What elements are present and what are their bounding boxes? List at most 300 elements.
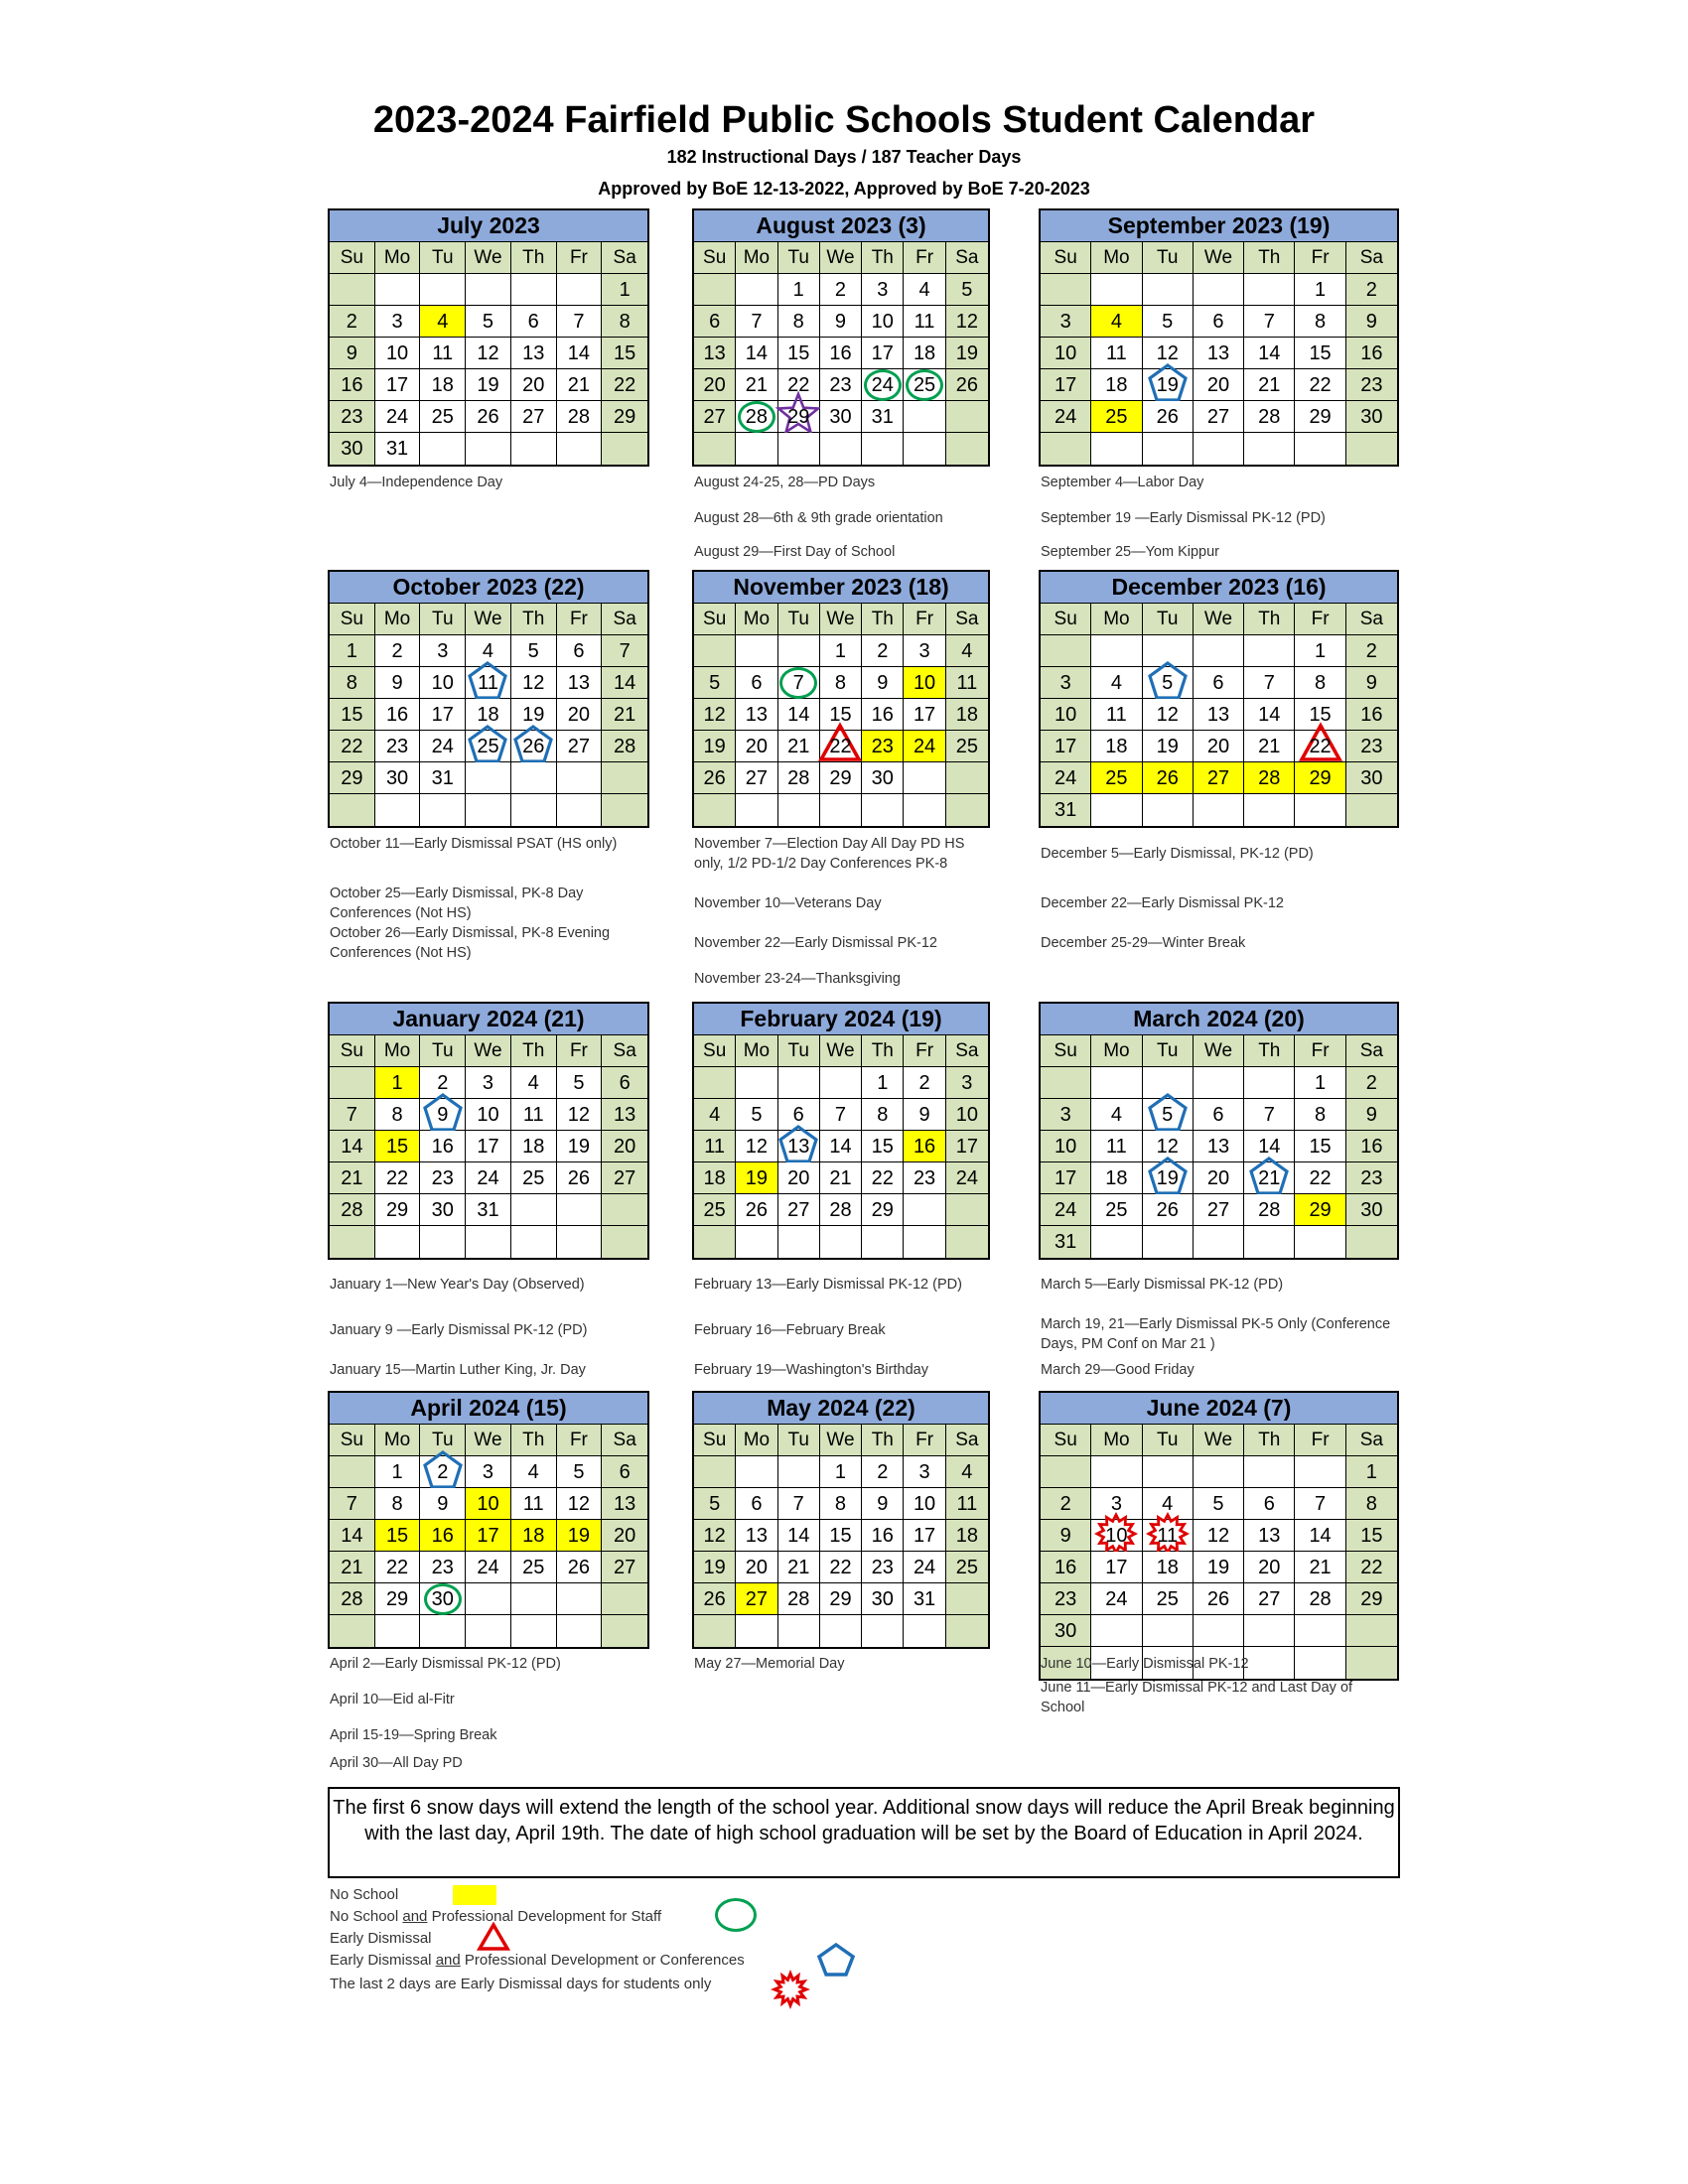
empty-day-cell <box>420 433 466 465</box>
day-cell <box>946 1520 988 1552</box>
day-number: 13 <box>1206 342 1230 364</box>
day-cell <box>1295 731 1345 762</box>
day-cell <box>946 667 988 699</box>
legend-yellow-swatch <box>453 1885 496 1905</box>
day-cell <box>1194 1552 1244 1583</box>
weekday-header: We <box>466 242 511 274</box>
day-number: 8 <box>619 311 631 333</box>
empty-day-cell <box>1346 1226 1397 1258</box>
day-number: 15 <box>1309 1136 1332 1158</box>
day-cell <box>778 699 820 731</box>
day-number: 24 <box>1105 1588 1128 1610</box>
day-cell <box>820 667 862 699</box>
empty-day-cell <box>862 794 904 826</box>
day-cell <box>1346 635 1397 667</box>
day-cell <box>1346 369 1397 401</box>
day-number: 5 <box>573 1072 585 1094</box>
day-cell <box>466 1099 511 1131</box>
day-number: 15 <box>1309 342 1332 364</box>
day-number: 22 <box>871 1167 894 1189</box>
empty-day-cell <box>1244 1067 1295 1099</box>
calendar-note: November 23-24—Thanksgiving <box>694 971 901 987</box>
empty-day-cell <box>946 401 988 433</box>
day-number: 5 <box>709 1493 721 1515</box>
day-cell <box>778 1520 820 1552</box>
weekday-header: Fr <box>1295 1425 1345 1456</box>
day-cell <box>1194 699 1244 731</box>
day-cell <box>1143 1099 1194 1131</box>
day-number: 16 <box>1055 1557 1077 1578</box>
empty-day-cell <box>466 433 511 465</box>
day-cell <box>420 1131 466 1162</box>
empty-day-cell <box>420 794 466 826</box>
day-number: 31 <box>1055 799 1077 821</box>
day-cell <box>375 1456 421 1488</box>
day-cell <box>511 338 557 369</box>
day-cell <box>1041 1099 1091 1131</box>
weekday-header: Tu <box>1143 1035 1194 1067</box>
day-cell <box>375 433 421 465</box>
weekday-header: Su <box>330 604 375 635</box>
day-number: 20 <box>1258 1557 1281 1578</box>
day-number: 27 <box>1258 1588 1281 1610</box>
weekday-header: Mo <box>736 1035 777 1067</box>
day-cell <box>736 306 777 338</box>
snow-day-notice: The first 6 snow days will extend the length of the school year. Additional snow days will reduce the April Break beginning with the last day, April 19th. The date of high school graduation will be set by the Board of Education in April 2024. <box>328 1787 1400 1878</box>
day-cell <box>1143 1583 1194 1615</box>
day-number: 21 <box>745 374 769 396</box>
day-cell <box>1295 338 1345 369</box>
day-cell <box>904 1552 945 1583</box>
day-cell <box>1091 369 1142 401</box>
legend-last-days-label: The last 2 days are Early Dismissal days for students only <box>330 1976 712 1992</box>
day-number: 19 <box>567 1136 591 1158</box>
weekday-header: Mo <box>375 1425 421 1456</box>
day-number: 4 <box>709 1104 721 1126</box>
day-number: 6 <box>1263 1493 1275 1515</box>
day-number: 6 <box>619 1072 631 1094</box>
day-cell <box>1041 1131 1091 1162</box>
day-number: 26 <box>745 1199 769 1221</box>
day-number: 1 <box>391 1072 403 1094</box>
day-number: 31 <box>871 406 894 428</box>
empty-day-cell <box>736 274 777 306</box>
calendar-note: November 7—Election Day All Day PD HS only, 1/2 PD-1/2 Day Conferences PK-8 <box>694 836 965 872</box>
day-number: 13 <box>614 1104 636 1126</box>
day-cell <box>375 1067 421 1099</box>
day-number: 10 <box>1105 1525 1128 1547</box>
day-cell <box>1143 1162 1194 1194</box>
day-number: 27 <box>522 406 545 428</box>
day-number: 28 <box>1258 406 1281 428</box>
day-cell <box>557 699 603 731</box>
empty-day-cell <box>602 1194 647 1226</box>
day-cell <box>1194 1520 1244 1552</box>
empty-day-cell <box>736 1067 777 1099</box>
day-number: 19 <box>1156 374 1179 396</box>
day-number: 30 <box>871 1588 894 1610</box>
day-cell <box>511 699 557 731</box>
day-cell <box>1346 1162 1397 1194</box>
day-number: 9 <box>1059 1525 1071 1547</box>
day-number: 27 <box>614 1167 636 1189</box>
day-number: 1 <box>619 279 631 301</box>
weekday-header: Su <box>330 242 375 274</box>
day-cell <box>736 338 777 369</box>
empty-day-cell <box>1041 1067 1091 1099</box>
day-number: 1 <box>1315 640 1327 662</box>
day-number: 5 <box>1162 311 1174 333</box>
weekday-header: Sa <box>1346 1425 1397 1456</box>
day-number: 8 <box>391 1104 403 1126</box>
weekday-header: Mo <box>375 604 421 635</box>
empty-day-cell <box>820 1067 862 1099</box>
legend-last-days <box>330 1976 711 1992</box>
day-cell <box>1041 1162 1091 1194</box>
day-cell <box>694 369 736 401</box>
weekday-header: Fr <box>904 1035 945 1067</box>
day-cell <box>778 274 820 306</box>
day-cell <box>736 762 777 794</box>
day-number: 28 <box>1258 767 1281 789</box>
day-cell <box>1244 1131 1295 1162</box>
day-number: 12 <box>1156 1136 1179 1158</box>
weekday-header: Mo <box>1091 1035 1142 1067</box>
empty-day-cell <box>1244 274 1295 306</box>
day-cell <box>862 338 904 369</box>
day-cell <box>694 306 736 338</box>
day-number: 15 <box>1309 704 1332 726</box>
day-cell <box>466 1552 511 1583</box>
day-cell <box>1346 1099 1397 1131</box>
day-cell <box>862 1131 904 1162</box>
day-cell <box>330 401 375 433</box>
day-number: 31 <box>477 1199 499 1221</box>
weekday-header: Sa <box>1346 604 1397 635</box>
empty-day-cell <box>602 1226 647 1258</box>
month-calendar <box>328 1391 649 1649</box>
empty-day-cell <box>1091 635 1142 667</box>
day-cell <box>862 1520 904 1552</box>
day-cell <box>1244 731 1295 762</box>
legend-ed-conf-and: and <box>435 1952 461 1969</box>
day-number: 6 <box>751 672 763 694</box>
empty-day-cell <box>1295 794 1345 826</box>
day-number: 5 <box>709 672 721 694</box>
day-number: 9 <box>1365 672 1377 694</box>
day-number: 16 <box>431 1525 454 1547</box>
empty-day-cell <box>820 1615 862 1647</box>
day-number: 4 <box>1110 311 1122 333</box>
weekday-header: Su <box>694 1425 736 1456</box>
day-cell <box>466 1488 511 1520</box>
day-number: 17 <box>871 342 894 364</box>
day-cell <box>1041 401 1091 433</box>
weekday-header: Mo <box>736 242 777 274</box>
day-number: 12 <box>477 342 499 364</box>
day-number: 18 <box>1105 374 1128 396</box>
day-number: 11 <box>522 1493 544 1515</box>
day-number: 2 <box>877 1461 889 1483</box>
empty-day-cell <box>557 794 603 826</box>
empty-day-cell <box>946 1226 988 1258</box>
empty-day-cell <box>1194 1226 1244 1258</box>
legend-early-dismissal-label: Early Dismissal <box>330 1930 432 1947</box>
day-number: 11 <box>704 1136 726 1158</box>
empty-day-cell <box>946 433 988 465</box>
calendar-note: December 22—Early Dismissal PK-12 <box>1041 895 1284 911</box>
day-cell <box>820 338 862 369</box>
empty-day-cell <box>904 794 945 826</box>
legend-ed-conf-label-b: Professional Development or Conferences <box>460 1952 745 1969</box>
day-cell <box>1143 1552 1194 1583</box>
day-number: 21 <box>614 704 636 726</box>
day-cell <box>694 699 736 731</box>
day-cell <box>946 1099 988 1131</box>
empty-day-cell <box>1244 1226 1295 1258</box>
day-cell <box>736 1194 777 1226</box>
empty-day-cell <box>330 1615 375 1647</box>
day-cell <box>1295 635 1345 667</box>
weekday-header: Fr <box>557 1425 603 1456</box>
day-number: 12 <box>745 1136 769 1158</box>
day-number: 17 <box>477 1136 499 1158</box>
empty-day-cell <box>694 794 736 826</box>
day-cell <box>946 274 988 306</box>
day-number: 4 <box>961 640 973 662</box>
day-number: 27 <box>614 1557 636 1578</box>
calendar-note: November 22—Early Dismissal PK-12 <box>694 935 937 951</box>
day-number: 16 <box>1360 704 1383 726</box>
day-number: 30 <box>1360 1199 1383 1221</box>
day-number: 26 <box>567 1557 591 1578</box>
empty-day-cell <box>778 1226 820 1258</box>
day-cell <box>1346 1067 1397 1099</box>
calendar-note: August 28—6th & 9th grade orientation <box>694 510 943 526</box>
day-cell <box>1091 1131 1142 1162</box>
day-cell <box>466 306 511 338</box>
empty-day-cell <box>511 433 557 465</box>
day-number: 26 <box>703 1588 726 1610</box>
day-cell <box>602 667 647 699</box>
day-number: 28 <box>1309 1588 1332 1610</box>
day-cell <box>1143 306 1194 338</box>
day-cell <box>375 1520 421 1552</box>
day-number: 7 <box>792 672 804 694</box>
day-number: 26 <box>1206 1588 1230 1610</box>
day-cell <box>736 369 777 401</box>
day-cell <box>466 401 511 433</box>
day-cell <box>862 1067 904 1099</box>
day-number: 5 <box>527 640 539 662</box>
day-number: 1 <box>1365 1461 1377 1483</box>
day-number: 3 <box>961 1072 973 1094</box>
legend-no-school-label: No School <box>330 1886 399 1903</box>
day-cell <box>694 762 736 794</box>
day-number: 31 <box>385 438 409 460</box>
legend-no-school-pd-label-a: No School <box>330 1908 403 1925</box>
day-cell <box>602 1552 647 1583</box>
day-cell <box>1244 699 1295 731</box>
day-number: 15 <box>1360 1525 1383 1547</box>
calendar-note: September 25—Yom Kippur <box>1041 544 1220 560</box>
day-number: 5 <box>573 1461 585 1483</box>
day-cell <box>602 1488 647 1520</box>
day-cell <box>820 762 862 794</box>
day-number: 27 <box>703 406 726 428</box>
empty-day-cell <box>466 762 511 794</box>
day-number: 9 <box>391 672 403 694</box>
page-subtitle-days: 182 Instructional Days / 187 Teacher Days <box>666 147 1022 167</box>
day-cell <box>1194 1131 1244 1162</box>
day-cell <box>904 1099 945 1131</box>
empty-day-cell <box>375 1226 421 1258</box>
day-cell <box>1194 762 1244 794</box>
day-cell <box>466 635 511 667</box>
calendar-note: October 11—Early Dismissal PSAT (HS only) <box>330 836 618 852</box>
day-cell <box>602 1067 647 1099</box>
month-calendar <box>692 1391 990 1649</box>
day-cell <box>466 699 511 731</box>
day-cell <box>1295 401 1345 433</box>
day-number: 10 <box>871 311 894 333</box>
day-cell <box>375 1583 421 1615</box>
day-cell <box>466 338 511 369</box>
day-cell <box>904 338 945 369</box>
weekday-header: Su <box>694 242 736 274</box>
day-number: 13 <box>522 342 545 364</box>
day-number: 7 <box>1315 1493 1327 1515</box>
weekday-header: Su <box>1041 1035 1091 1067</box>
day-number: 5 <box>1212 1493 1224 1515</box>
day-number: 20 <box>787 1167 810 1189</box>
day-cell <box>420 369 466 401</box>
day-cell <box>904 635 945 667</box>
empty-day-cell <box>778 794 820 826</box>
day-number: 12 <box>703 704 726 726</box>
day-cell <box>1143 1488 1194 1520</box>
day-number: 21 <box>1258 1167 1281 1189</box>
day-cell <box>904 1131 945 1162</box>
day-cell <box>736 1131 777 1162</box>
day-cell <box>694 1583 736 1615</box>
day-number: 13 <box>1206 1136 1230 1158</box>
day-number: 17 <box>1055 374 1077 396</box>
weekday-header: Fr <box>557 1035 603 1067</box>
day-number: 25 <box>1105 1199 1128 1221</box>
day-cell <box>1295 274 1345 306</box>
empty-day-cell <box>946 1615 988 1647</box>
empty-day-cell <box>820 433 862 465</box>
day-number: 24 <box>385 406 409 428</box>
empty-day-cell <box>330 1226 375 1258</box>
empty-day-cell <box>466 794 511 826</box>
weekday-header: We <box>1194 242 1244 274</box>
empty-day-cell <box>511 794 557 826</box>
day-number: 21 <box>1258 736 1281 757</box>
empty-day-cell <box>330 274 375 306</box>
empty-day-cell <box>904 401 945 433</box>
day-cell <box>1143 731 1194 762</box>
weekday-header: Sa <box>602 604 647 635</box>
empty-day-cell <box>1143 274 1194 306</box>
day-cell <box>1244 1488 1295 1520</box>
day-number: 28 <box>829 1199 852 1221</box>
day-number: 2 <box>391 640 403 662</box>
day-cell <box>330 1131 375 1162</box>
day-cell <box>1091 1194 1142 1226</box>
day-cell <box>820 274 862 306</box>
day-number: 25 <box>913 374 936 396</box>
day-cell <box>778 731 820 762</box>
day-cell <box>946 731 988 762</box>
day-cell <box>736 699 777 731</box>
day-number: 21 <box>787 1557 810 1578</box>
day-number: 29 <box>787 406 810 428</box>
empty-day-cell <box>1194 274 1244 306</box>
day-cell <box>904 699 945 731</box>
day-cell <box>1194 731 1244 762</box>
weekday-header: Th <box>862 1035 904 1067</box>
day-cell <box>862 401 904 433</box>
empty-day-cell <box>736 1456 777 1488</box>
day-cell <box>1244 762 1295 794</box>
empty-day-cell <box>1194 1067 1244 1099</box>
calendar-note: May 27—Memorial Day <box>694 1656 845 1672</box>
calendar-note: April 10—Eid al-Fitr <box>330 1692 455 1707</box>
day-cell <box>1295 369 1345 401</box>
day-cell <box>820 1488 862 1520</box>
day-number: 24 <box>1055 767 1077 789</box>
day-cell <box>602 1131 647 1162</box>
day-number: 25 <box>703 1199 726 1221</box>
day-cell <box>1041 1488 1091 1520</box>
day-cell <box>330 635 375 667</box>
day-number: 25 <box>1105 406 1128 428</box>
day-number: 15 <box>829 1525 852 1547</box>
day-number: 22 <box>829 1557 852 1578</box>
day-number: 6 <box>709 311 721 333</box>
weekday-header: Tu <box>420 1035 466 1067</box>
day-number: 20 <box>614 1136 636 1158</box>
day-cell <box>1143 699 1194 731</box>
day-number: 26 <box>1156 767 1179 789</box>
day-number: 12 <box>703 1525 726 1547</box>
day-cell <box>1143 338 1194 369</box>
calendar-note: July 4—Independence Day <box>330 475 503 490</box>
day-number: 10 <box>431 672 454 694</box>
day-number: 10 <box>385 342 409 364</box>
day-cell <box>1295 306 1345 338</box>
day-cell <box>330 1583 375 1615</box>
weekday-header: Tu <box>1143 242 1194 274</box>
day-cell <box>1346 274 1397 306</box>
day-cell <box>778 1099 820 1131</box>
day-number: 16 <box>341 374 363 396</box>
empty-day-cell <box>1143 1226 1194 1258</box>
day-cell <box>1244 401 1295 433</box>
day-number: 2 <box>1365 640 1377 662</box>
day-number: 10 <box>1055 1136 1077 1158</box>
day-number: 25 <box>955 1557 978 1578</box>
day-cell <box>420 1488 466 1520</box>
day-cell <box>1346 1194 1397 1226</box>
day-number: 4 <box>1110 672 1122 694</box>
day-number: 28 <box>787 1588 810 1610</box>
day-cell <box>375 1194 421 1226</box>
day-number: 19 <box>703 1557 726 1578</box>
day-number: 24 <box>477 1167 499 1189</box>
